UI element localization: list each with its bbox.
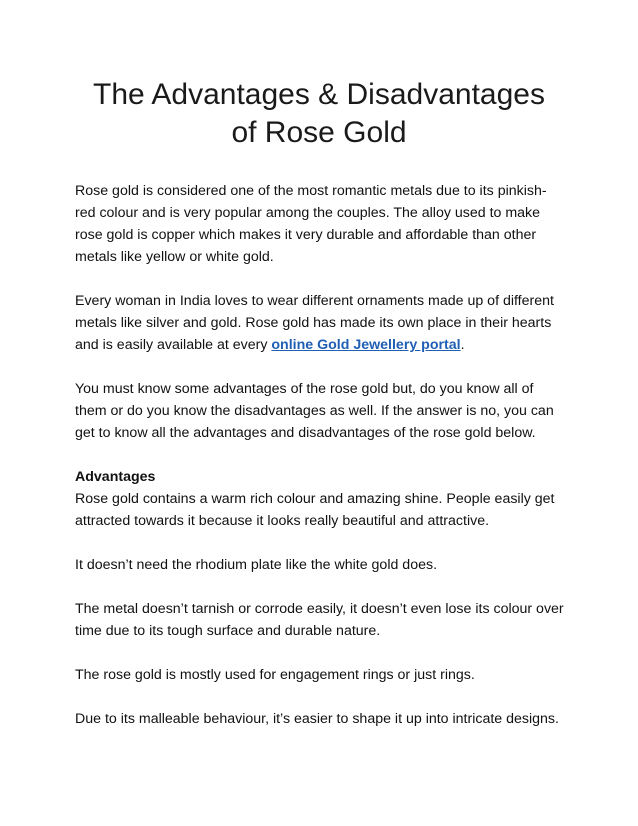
title-line-2: of Rose Gold (231, 116, 407, 149)
availability-text: Every woman in India loves to wear different ornaments made up of different metals like silver and gold. Rose gold has made its own place in their hearts and is easily available at every (75, 293, 554, 353)
title-line-1: The Advantages & Disadvantages (93, 78, 545, 111)
advantage-item: Rose gold contains a warm rich colour and amazing shine. People easily get attracted towards it because it looks really beautiful and attractive. (75, 491, 555, 529)
document-title (60, 76, 578, 152)
intro-paragraph: Rose gold is considered one of the most romantic metals due to its pinkish-red colour and is very popular among the couples. The alloy used to make rose gold is copper which makes it very durable and affordable than other metals like yellow or white gold. (75, 183, 547, 265)
question-paragraph: You must know some advantages of the rose gold but, do you know all of them or do you know the disadvantages as well. If the answer is no, you can get to know all the advantages and disadvantages of the rose gold below. (75, 381, 554, 441)
gold-jewellery-portal-link[interactable]: online Gold Jewellery portal (271, 337, 461, 353)
availability-period: . (460, 337, 465, 353)
advantages-heading: Advantages (75, 469, 156, 485)
availability-paragraph (75, 290, 565, 356)
advantages-section (75, 466, 565, 532)
document-body (75, 180, 565, 752)
advantage-item: The rose gold is mostly used for engagement rings or just rings. (75, 667, 475, 683)
advantage-item: Due to its malleable behaviour, it’s easier to shape it up into intricate designs. (75, 711, 559, 727)
advantage-item: The metal doesn’t tarnish or corrode easily, it doesn’t even lose its colour over time due to its tough surface and durable nature. (75, 601, 564, 639)
advantage-item: It doesn’t need the rhodium plate like the white gold does. (75, 557, 438, 573)
